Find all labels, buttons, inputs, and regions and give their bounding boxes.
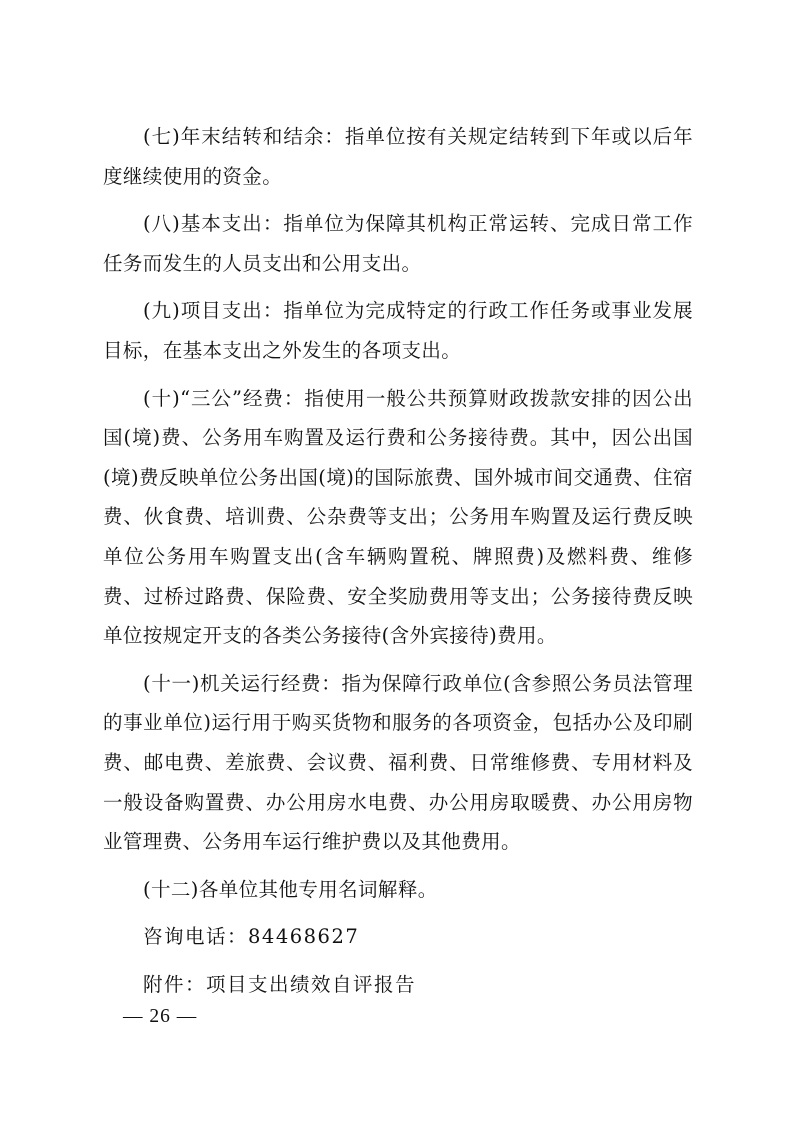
- contact-line: [103, 917, 693, 957]
- paragraph-agency-operating-expenses: (十一)机关运行经费：指为保障行政单位(含参照公务员法管理的事业单位)运行用于购买货物和服务的各项资金，包括办公及印刷费、邮电费、差旅费、会议费、福利费、日常维修费、专用材料及一般设备购置费、办公用房水电费、办公用房取暖费、办公用房物业管理费、公务用车运行维护费以及其他费用。: [103, 671, 693, 854]
- page-number: — 26 —: [123, 1006, 198, 1027]
- paragraph-project-expenditure: (九)项目支出：指单位为完成特定的行政工作任务或事业发展目标，在基本支出之外发生的各项支出。: [103, 299, 693, 362]
- paragraph-basic-expenditure: (八)基本支出：指单位为保障其机构正常运转、完成日常工作任务而发生的人员支出和公用支出。: [103, 212, 693, 275]
- paragraph-carryover-balance: (七)年末结转和结余：指单位按有关规定结转到下年或以后年度继续使用的资金。: [103, 125, 693, 188]
- contact-phone: 84468627: [248, 925, 360, 949]
- paragraph-three-public-expenses: (十)“三公”经费：指使用一般公共预算财政拨款安排的因公出国(境)费、公务用车购置及运行费和公务接待费。其中，因公出国(境)费反映单位公务出国(境)的国际旅费、国外城市间交通费、住宿费、伙食费、培训费、公杂费等支出；公务用车购置及运行费反映单位公务用车购置支出(含车辆购置税、牌照费)及燃料费、维修费、过桥过路费、保险费、安全奖励费用等支出；公务接待费反映单位按规定开支的各类公务接待(含外宾接待)费用。: [103, 386, 693, 648]
- attachment-title: 项目支出绩效自评报告: [206, 973, 417, 997]
- attachment-line: [103, 965, 693, 1005]
- paragraph-other-terms: (十二)各单位其他专用名词解释。: [143, 877, 438, 901]
- attachment-label: 附件：: [143, 973, 207, 997]
- contact-label: 咨询电话：: [143, 925, 249, 949]
- document-body: [103, 117, 693, 1005]
